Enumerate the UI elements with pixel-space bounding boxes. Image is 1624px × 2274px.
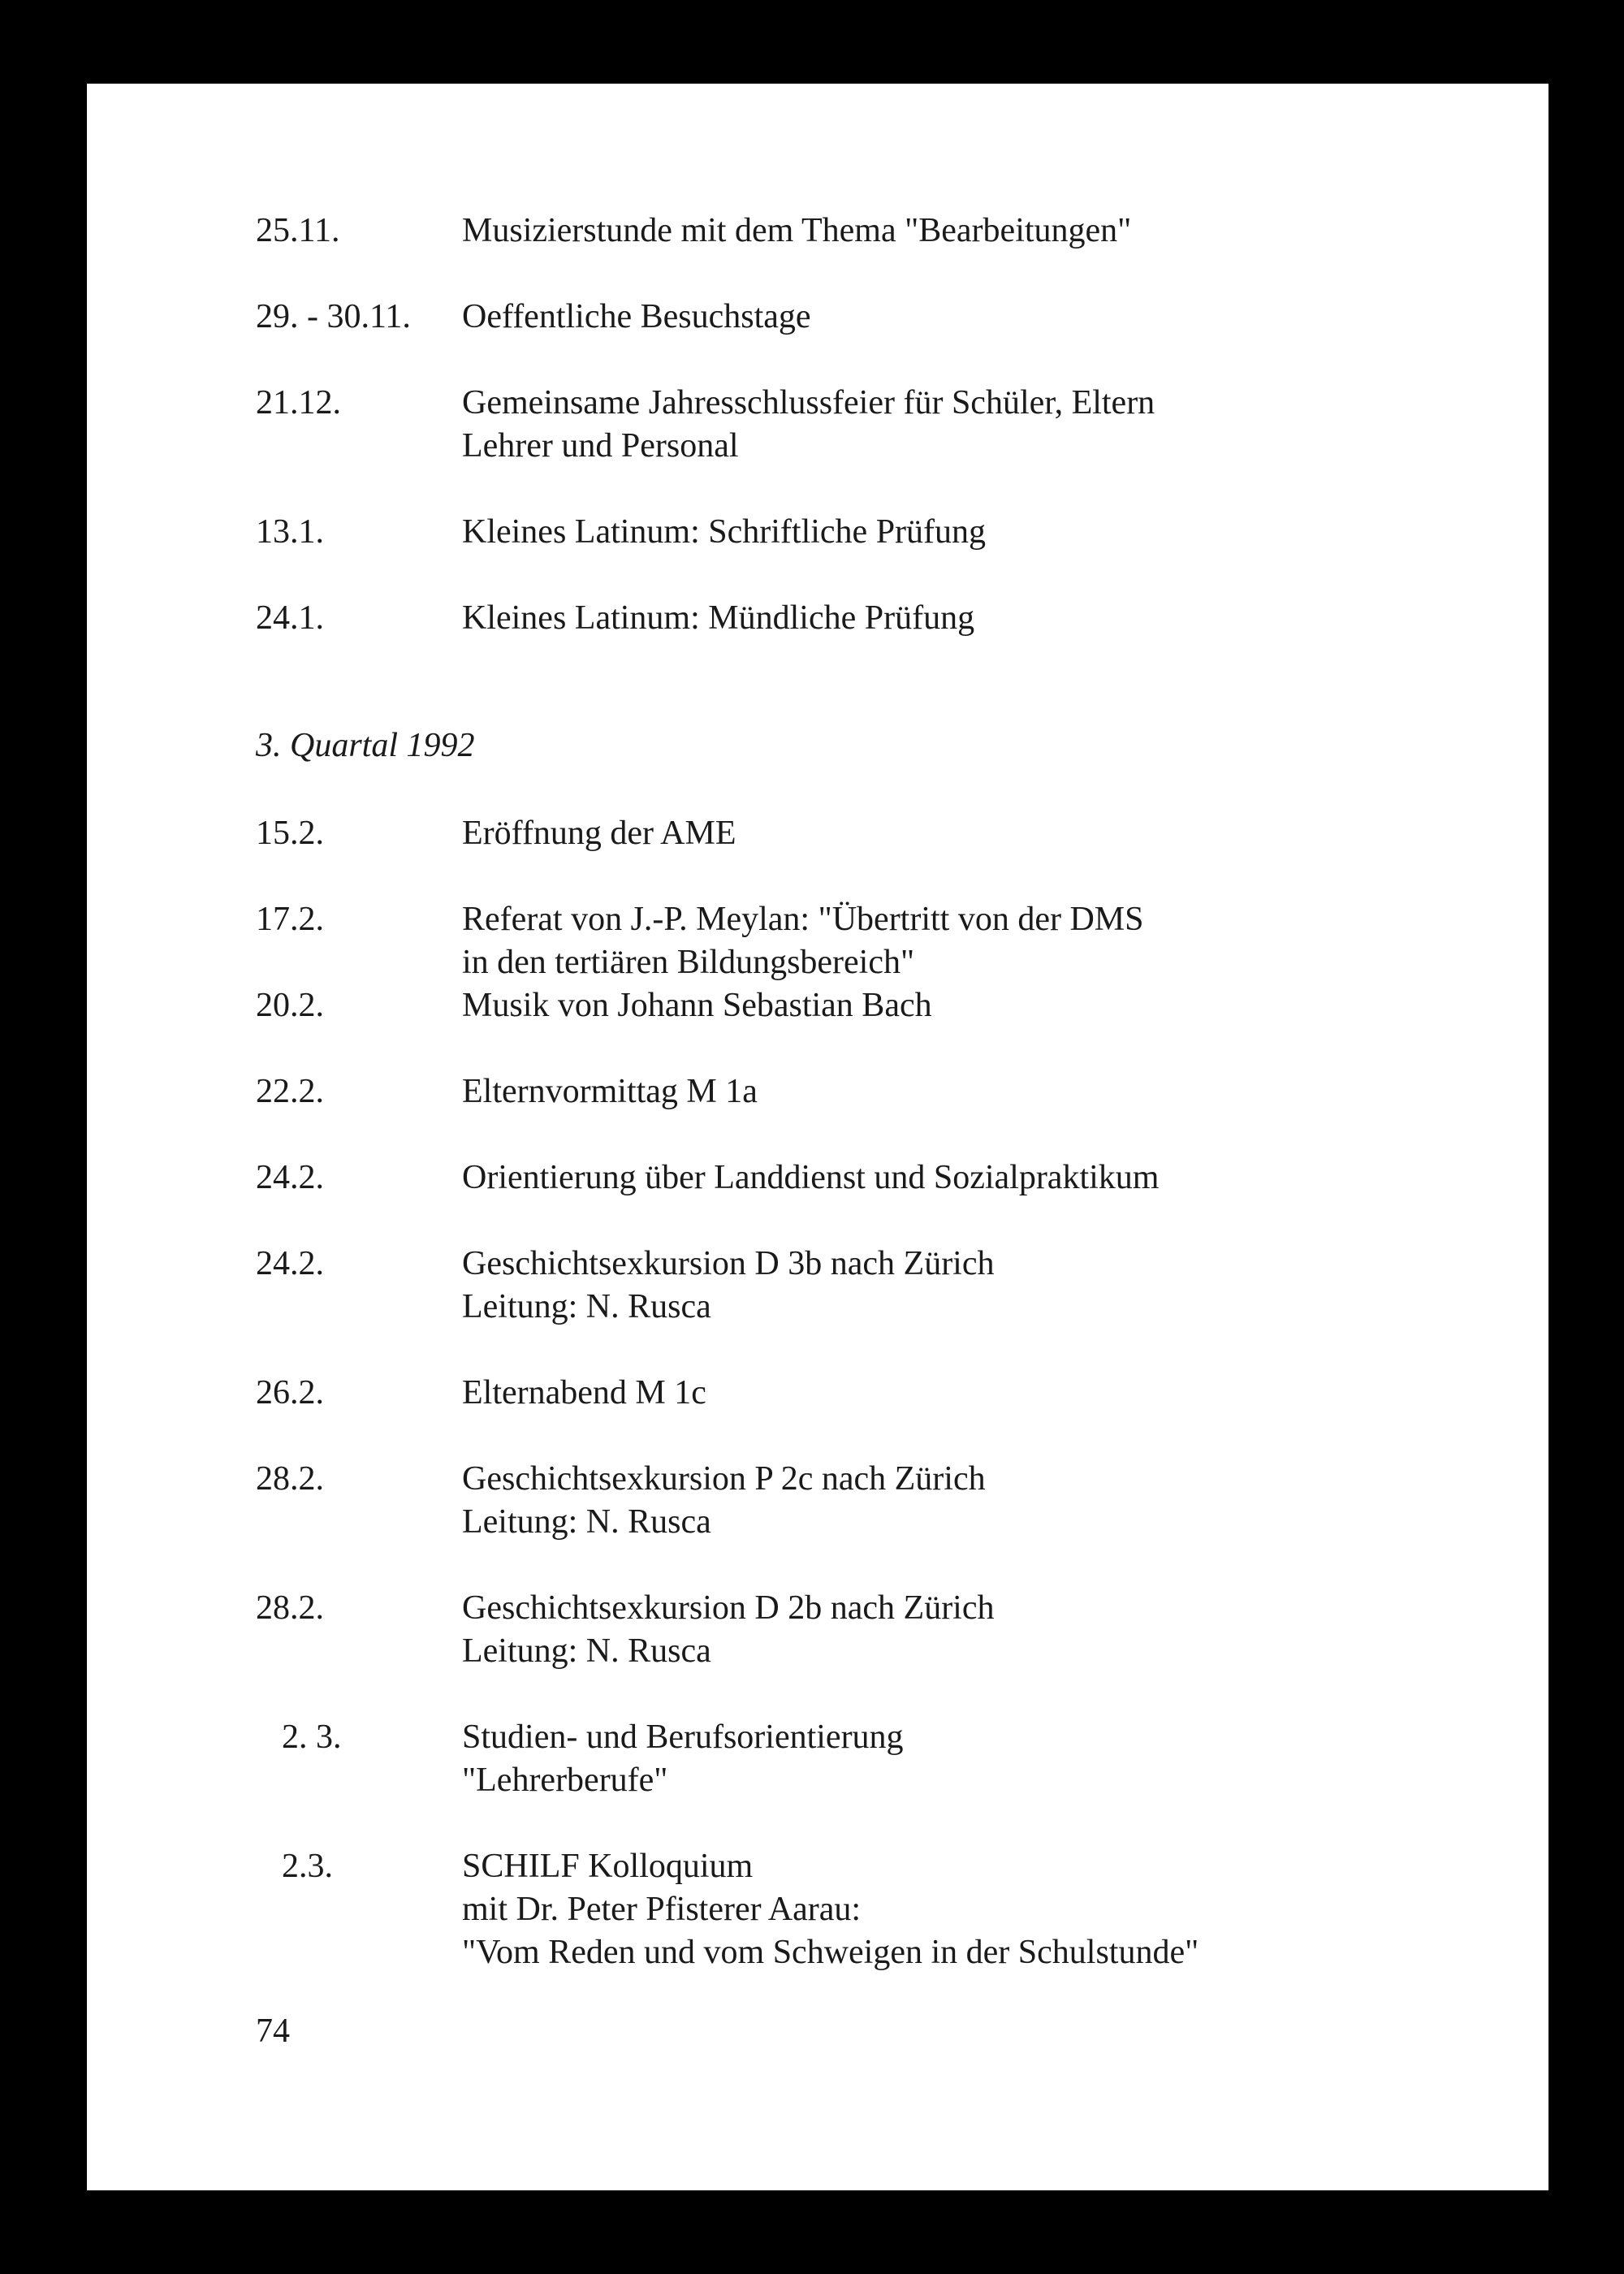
entry-line: Referat von J.-P. Meylan: "Übertritt von der DMS bbox=[462, 901, 1144, 938]
entry-line: "Lehrerberufe" bbox=[462, 1762, 668, 1799]
entry-text bbox=[462, 898, 1518, 984]
entry-line: Kleines Latinum: Schriftliche Prüfung bbox=[462, 513, 987, 551]
entry-text bbox=[462, 210, 1518, 253]
entry-line: Leitung: N. Rusca bbox=[462, 1503, 711, 1541]
entry-text bbox=[462, 1716, 1518, 1802]
entry-line: Studien- und Berufsorientierung bbox=[462, 1718, 904, 1756]
entry-text bbox=[462, 382, 1518, 468]
entry-date: 22.2. bbox=[256, 1073, 324, 1110]
entry-date: 28.2. bbox=[256, 1589, 324, 1627]
entry-date: 29. - 30.11. bbox=[256, 298, 411, 335]
entry-line: Leitung: N. Rusca bbox=[462, 1632, 711, 1670]
entry-text bbox=[462, 1243, 1518, 1329]
entry-line: Elternvormittag M 1a bbox=[462, 1073, 758, 1110]
entry-date: 2.3. bbox=[282, 1848, 333, 1885]
entry-date: 15.2. bbox=[256, 815, 324, 852]
document-page bbox=[87, 84, 1548, 2190]
entry-text bbox=[462, 1372, 1518, 1415]
entry-line: Musizierstunde mit dem Thema "Bearbeitungen" bbox=[462, 212, 1132, 249]
entry-text bbox=[462, 1587, 1518, 1673]
entry-text bbox=[462, 296, 1518, 339]
section-heading: 3. Quartal 1992 bbox=[256, 727, 475, 764]
entry-date: 25.11. bbox=[256, 212, 340, 249]
entry-line: "Vom Reden und vom Schweigen in der Schulstunde" bbox=[462, 1934, 1199, 1971]
entry-line: Eröffnung der AME bbox=[462, 815, 736, 852]
entry-line: mit Dr. Peter Pfisterer Aarau: bbox=[462, 1891, 862, 1928]
entry-line: Elternabend M 1c bbox=[462, 1374, 706, 1412]
entry-date: 2. 3. bbox=[282, 1718, 342, 1756]
entry-text bbox=[462, 511, 1518, 554]
entry-text bbox=[462, 1845, 1518, 1974]
entry-date: 13.1. bbox=[256, 513, 324, 551]
page-number: 74 bbox=[256, 2012, 290, 2050]
entry-line: Musik von Johann Sebastian Bach bbox=[462, 987, 932, 1024]
entry-line: Geschichtsexkursion D 2b nach Zürich bbox=[462, 1589, 995, 1627]
entry-text bbox=[462, 597, 1518, 640]
entry-line: Geschichtsexkursion D 3b nach Zürich bbox=[462, 1245, 995, 1282]
entry-line: Lehrer und Personal bbox=[462, 427, 739, 465]
entry-text bbox=[462, 1156, 1518, 1200]
entry-line: SCHILF Kolloquium bbox=[462, 1848, 754, 1885]
entry-text bbox=[462, 812, 1518, 855]
entry-line: Geschichtsexkursion P 2c nach Zürich bbox=[462, 1460, 986, 1498]
entry-text bbox=[462, 1070, 1518, 1113]
entry-date: 20.2. bbox=[256, 987, 324, 1024]
entry-text bbox=[462, 1458, 1518, 1544]
entry-date: 28.2. bbox=[256, 1460, 324, 1498]
entry-line: Gemeinsame Jahresschlussfeier für Schüler, Eltern bbox=[462, 384, 1155, 422]
entry-date: 21.12. bbox=[256, 384, 341, 422]
entry-line: Leitung: N. Rusca bbox=[462, 1288, 711, 1325]
entry-date: 17.2. bbox=[256, 901, 324, 938]
entry-date: 24.1. bbox=[256, 599, 324, 637]
entry-line: Oeffentliche Besuchstage bbox=[462, 298, 811, 335]
entry-text bbox=[462, 984, 1518, 1027]
entry-date: 24.2. bbox=[256, 1245, 324, 1282]
entry-date: 24.2. bbox=[256, 1159, 324, 1196]
page-content bbox=[87, 84, 1548, 2190]
entry-line: in den tertiären Bildungsbereich" bbox=[462, 944, 915, 981]
entry-line: Kleines Latinum: Mündliche Prüfung bbox=[462, 599, 975, 637]
entry-line: Orientierung über Landdienst und Sozialpraktikum bbox=[462, 1159, 1160, 1196]
entry-date: 26.2. bbox=[256, 1374, 324, 1412]
